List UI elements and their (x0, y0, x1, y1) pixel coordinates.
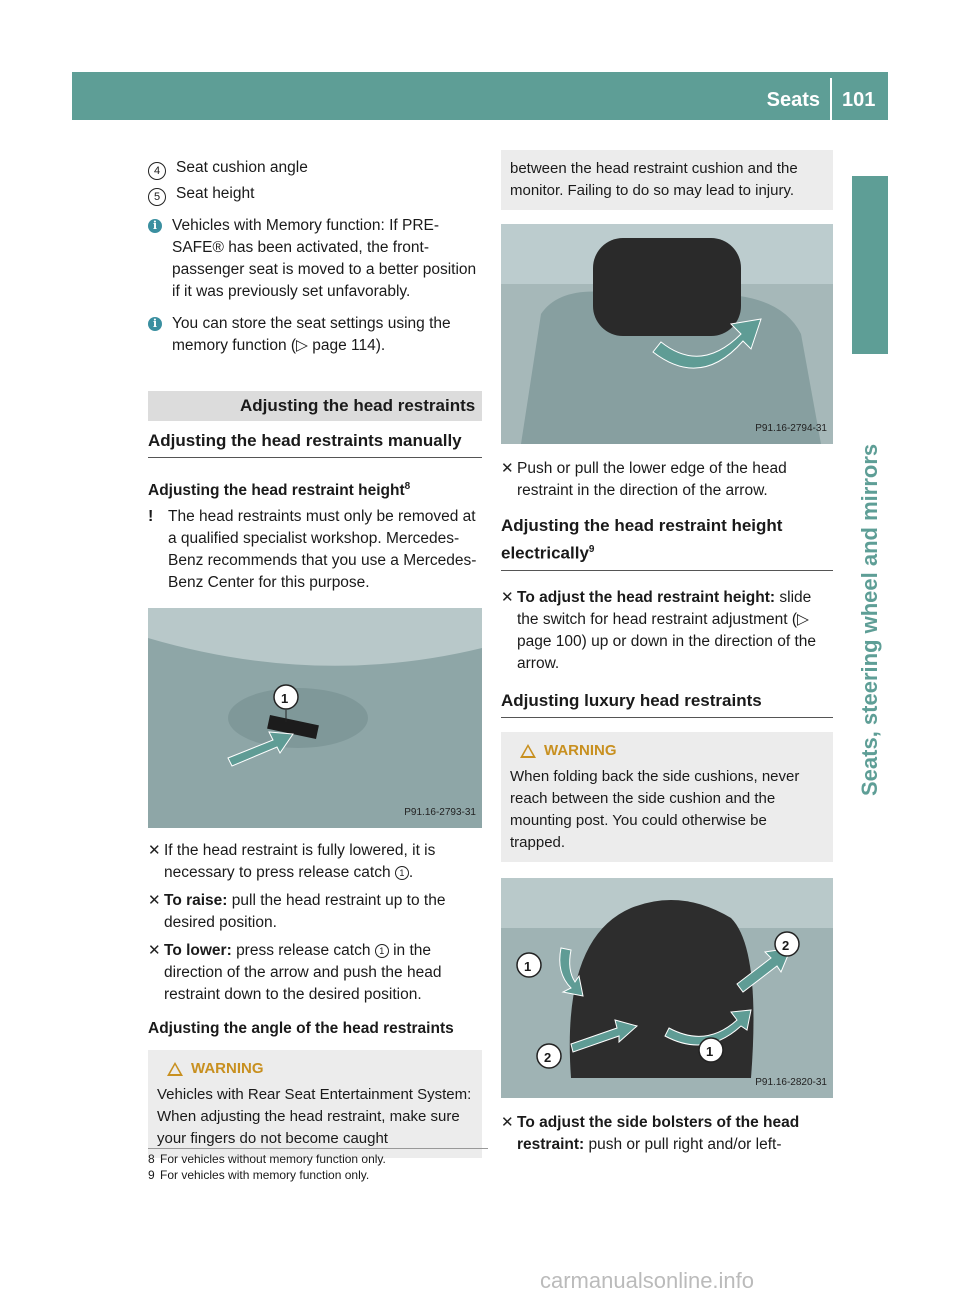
callout-2: 2 (782, 937, 790, 953)
image-code: P91.16-2794-31 (755, 423, 827, 434)
callout-number: 5 (148, 188, 166, 206)
subheading: Adjusting the angle of the head restraints (148, 1020, 454, 1038)
step-marker-icon: ✕ (501, 588, 514, 606)
page-number: 101 (842, 89, 876, 111)
instruction-step (148, 940, 482, 1006)
step-label: To raise: (164, 892, 228, 910)
left-column (148, 157, 482, 1158)
photo-luxury-headrest (501, 878, 833, 1098)
step-marker-icon: ✕ (148, 842, 161, 860)
subheading-text: Adjusting the head restraint height (148, 482, 405, 500)
instruction-step (501, 1112, 833, 1156)
header-divider (830, 78, 832, 120)
step-text: pull the head restraint up to the desired position. (164, 892, 446, 932)
info-note (148, 215, 482, 303)
right-column (501, 150, 833, 1156)
info-text: Vehicles with Memory function: If PRE-SAFE® has been activated, the front-passenger seat is moved to a better position if it was previously set unfavorably. (172, 217, 477, 300)
callout-1: 1 (706, 1043, 714, 1059)
step-text: If the head restraint is fully lowered, it is necessary to press release catch (164, 842, 436, 882)
warning-text: When folding back the side cushions, never reach between the side cushion and the mounting post. You could otherwise be trapped. (510, 767, 800, 851)
footnote-text: For vehicles without memory function only. (160, 1152, 386, 1166)
side-tab-marker (852, 176, 888, 354)
step-label: To lower: (164, 942, 232, 960)
subsection-heading: Adjusting the head restraints manually (148, 429, 482, 458)
warning-box (501, 732, 833, 862)
warning-box (148, 1050, 482, 1158)
step-text: in the direction of the arrow and push the head restraint down to the desired position. (164, 942, 442, 1004)
warning-box-continued: between the head restraint cushion and the monitor. Failing to do so may lead to injury. (501, 150, 833, 210)
warning-title-text: WARNING (191, 1060, 264, 1078)
instruction-step (148, 890, 482, 934)
callout-ref: 1 (375, 944, 389, 958)
instruction-step (501, 458, 833, 502)
step-text: push or pull right and/or left- (588, 1135, 782, 1153)
subheading (148, 476, 482, 502)
step-label: To adjust the head restraint height: (517, 588, 776, 606)
warning-text: Vehicles with Rear Seat Entertainment System: When adjusting the head restraint, make sure your fingers do not become caught (157, 1086, 472, 1148)
step-marker-icon: ✕ (148, 942, 161, 960)
list-item (148, 183, 482, 205)
footnote (148, 1151, 488, 1167)
caution-note (148, 506, 482, 594)
subsection-heading (501, 514, 833, 571)
headrest-angle-photo (501, 224, 833, 444)
step-marker-icon: ✕ (501, 1113, 514, 1131)
side-chapter-title: Seats, steering wheel and mirrors (857, 443, 882, 796)
warning-title-text: WARNING (544, 741, 617, 759)
instruction-step: ✕ If the head restraint is fully lowered, it is necessary to press release catch 1 . (148, 840, 482, 884)
step-text: Push or pull the lower edge of the head restraint in the direction of the arrow. (517, 460, 787, 499)
step-marker-icon: ✕ (148, 892, 161, 910)
info-note (148, 313, 482, 357)
footnote-number: 9 (148, 1168, 155, 1182)
footnote-ref: 8 (404, 481, 411, 492)
list-item-text: Seat cushion angle (176, 159, 308, 176)
info-icon: i (148, 219, 162, 233)
callout-ref: 1 (395, 866, 409, 880)
step-marker-icon: ✕ (501, 460, 514, 477)
photo-headrest-angle (501, 224, 833, 444)
heading-text: Adjusting the head restraint height electrically (501, 516, 783, 563)
footnotes (148, 1148, 488, 1183)
footnote-text: For vehicles with memory function only. (160, 1168, 370, 1182)
callout-1: 1 (281, 691, 289, 707)
caution-text: The head restraints must only be removed at a qualified specialist workshop. Mercedes-Benz recommends that you use a Mercedes-Benz Center for this purpose. (168, 508, 477, 592)
subsection-heading: Adjusting luxury head restraints (501, 689, 833, 718)
warning-triangle-icon (167, 1062, 183, 1076)
exclamation-icon: ! (148, 508, 154, 526)
list-item (148, 157, 482, 179)
footnote-number: 8 (148, 1152, 155, 1166)
list-item-text: Seat height (176, 185, 255, 202)
image-code: P91.16-2820-31 (755, 1076, 827, 1088)
instruction-step (501, 587, 833, 675)
callout-2: 2 (544, 1049, 552, 1065)
release-catch-photo (148, 608, 482, 828)
watermark: carmanualsonline.info (540, 1268, 755, 1293)
info-icon: i (148, 317, 162, 331)
callout-number: 4 (148, 162, 166, 180)
photo-release-catch (148, 608, 482, 828)
header-title: Seats (766, 89, 820, 111)
step-text: slide the switch for head restraint adjustment (▷ page 100) up or down in the direction of the arrow. (517, 588, 817, 672)
step-text: press release catch (236, 942, 371, 960)
image-code: P91.16-2793-31 (404, 807, 476, 819)
page-header (72, 72, 888, 120)
warning-title (167, 1058, 473, 1080)
callout-1: 1 (524, 958, 532, 974)
section-title: Adjusting the head restraints (148, 391, 482, 421)
footnote (148, 1167, 488, 1183)
warning-triangle-icon (520, 744, 536, 758)
info-text: You can store the seat settings using the memory function (▷ page 114). (172, 315, 451, 354)
footnote-ref: 9 (588, 544, 595, 555)
step-label: To adjust the side bolsters of the head restraint: (517, 1113, 800, 1153)
warning-title (520, 740, 824, 762)
